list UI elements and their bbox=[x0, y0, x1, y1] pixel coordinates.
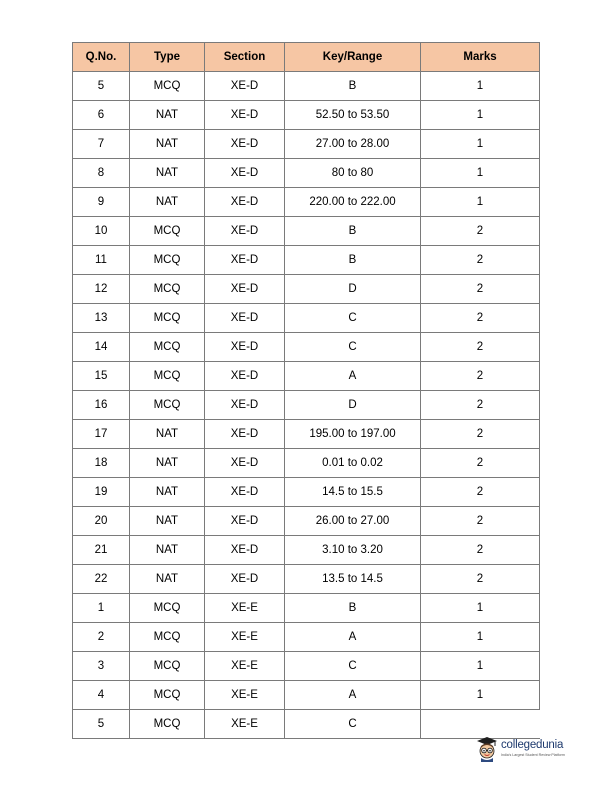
table-row bbox=[73, 275, 540, 304]
cell-type: MCQ bbox=[130, 594, 205, 623]
table-row bbox=[73, 391, 540, 420]
cell-qno: 5 bbox=[73, 72, 130, 101]
table-row bbox=[73, 101, 540, 130]
cell-key-range: 80 to 80 bbox=[285, 159, 421, 188]
cell-section: XE-D bbox=[205, 304, 285, 333]
cell-marks: 2 bbox=[421, 304, 540, 333]
cell-marks: 2 bbox=[421, 275, 540, 304]
cell-type: MCQ bbox=[130, 710, 205, 739]
header-marks: Marks bbox=[421, 43, 540, 72]
table-row bbox=[73, 536, 540, 565]
cell-qno: 13 bbox=[73, 304, 130, 333]
cell-key-range: A bbox=[285, 362, 421, 391]
logo-text bbox=[501, 740, 565, 757]
cell-marks: 2 bbox=[421, 333, 540, 362]
cell-type: MCQ bbox=[130, 217, 205, 246]
cell-key-range: 195.00 to 197.00 bbox=[285, 420, 421, 449]
header-section: Section bbox=[205, 43, 285, 72]
cell-marks: 2 bbox=[421, 565, 540, 594]
cell-key-range: 14.5 to 15.5 bbox=[285, 478, 421, 507]
cell-section: XE-D bbox=[205, 275, 285, 304]
table-row bbox=[73, 159, 540, 188]
cell-key-range: C bbox=[285, 652, 421, 681]
graduate-mascot-icon bbox=[476, 736, 498, 762]
cell-section: XE-E bbox=[205, 594, 285, 623]
table-row bbox=[73, 188, 540, 217]
table-row bbox=[73, 681, 540, 710]
cell-marks: 2 bbox=[421, 391, 540, 420]
table-row bbox=[73, 478, 540, 507]
table-row bbox=[73, 362, 540, 391]
cell-qno: 3 bbox=[73, 652, 130, 681]
header-type: Type bbox=[130, 43, 205, 72]
table-row bbox=[73, 420, 540, 449]
cell-type: NAT bbox=[130, 188, 205, 217]
table-row bbox=[73, 333, 540, 362]
cell-marks: 1 bbox=[421, 594, 540, 623]
table-row bbox=[73, 72, 540, 101]
cell-marks: 2 bbox=[421, 420, 540, 449]
cell-marks: 1 bbox=[421, 101, 540, 130]
cell-marks: 1 bbox=[421, 623, 540, 652]
cell-qno: 17 bbox=[73, 420, 130, 449]
cell-qno: 7 bbox=[73, 130, 130, 159]
table-row bbox=[73, 594, 540, 623]
cell-key-range: 13.5 to 14.5 bbox=[285, 565, 421, 594]
cell-key-range: B bbox=[285, 72, 421, 101]
cell-qno: 9 bbox=[73, 188, 130, 217]
cell-qno: 12 bbox=[73, 275, 130, 304]
cell-qno: 11 bbox=[73, 246, 130, 275]
cell-qno: 20 bbox=[73, 507, 130, 536]
cell-section: XE-E bbox=[205, 681, 285, 710]
cell-key-range: 3.10 to 3.20 bbox=[285, 536, 421, 565]
cell-section: XE-D bbox=[205, 72, 285, 101]
cell-qno: 8 bbox=[73, 159, 130, 188]
cell-type: MCQ bbox=[130, 246, 205, 275]
table-row bbox=[73, 130, 540, 159]
cell-key-range: B bbox=[285, 594, 421, 623]
cell-marks: 1 bbox=[421, 72, 540, 101]
cell-type: MCQ bbox=[130, 652, 205, 681]
cell-section: XE-D bbox=[205, 159, 285, 188]
cell-key-range: A bbox=[285, 681, 421, 710]
cell-section: XE-D bbox=[205, 507, 285, 536]
table-row bbox=[73, 304, 540, 333]
cell-section: XE-D bbox=[205, 101, 285, 130]
cell-qno: 19 bbox=[73, 478, 130, 507]
cell-key-range: C bbox=[285, 333, 421, 362]
cell-section: XE-D bbox=[205, 188, 285, 217]
cell-type: MCQ bbox=[130, 72, 205, 101]
cell-qno: 2 bbox=[73, 623, 130, 652]
cell-section: XE-D bbox=[205, 391, 285, 420]
cell-type: MCQ bbox=[130, 304, 205, 333]
cell-marks: 2 bbox=[421, 246, 540, 275]
table-row bbox=[73, 652, 540, 681]
table-header-row bbox=[73, 43, 540, 72]
cell-marks: 2 bbox=[421, 478, 540, 507]
cell-section: XE-D bbox=[205, 449, 285, 478]
cell-type: NAT bbox=[130, 159, 205, 188]
cell-marks: 2 bbox=[421, 507, 540, 536]
cell-section: XE-D bbox=[205, 362, 285, 391]
logo-tagline: India's Largest Student Review Platform bbox=[501, 752, 565, 757]
cell-section: XE-D bbox=[205, 130, 285, 159]
cell-key-range: C bbox=[285, 304, 421, 333]
cell-type: NAT bbox=[130, 536, 205, 565]
header-key-range: Key/Range bbox=[285, 43, 421, 72]
cell-type: NAT bbox=[130, 130, 205, 159]
cell-marks: 1 bbox=[421, 652, 540, 681]
cell-type: NAT bbox=[130, 507, 205, 536]
cell-qno: 15 bbox=[73, 362, 130, 391]
cell-qno: 22 bbox=[73, 565, 130, 594]
cell-type: NAT bbox=[130, 420, 205, 449]
table-row bbox=[73, 623, 540, 652]
cell-type: NAT bbox=[130, 101, 205, 130]
cell-qno: 5 bbox=[73, 710, 130, 739]
cell-key-range: 220.00 to 222.00 bbox=[285, 188, 421, 217]
cell-type: MCQ bbox=[130, 275, 205, 304]
cell-qno: 1 bbox=[73, 594, 130, 623]
cell-type: NAT bbox=[130, 565, 205, 594]
cell-type: MCQ bbox=[130, 333, 205, 362]
logo-name: collegedunia bbox=[501, 739, 564, 752]
cell-section: XE-D bbox=[205, 246, 285, 275]
cell-marks: 2 bbox=[421, 217, 540, 246]
table-row bbox=[73, 449, 540, 478]
cell-section: XE-E bbox=[205, 652, 285, 681]
cell-qno: 18 bbox=[73, 449, 130, 478]
cell-key-range: 26.00 to 27.00 bbox=[285, 507, 421, 536]
cell-marks: 2 bbox=[421, 536, 540, 565]
cell-section: XE-D bbox=[205, 478, 285, 507]
cell-type: MCQ bbox=[130, 681, 205, 710]
collegedunia-logo bbox=[476, 733, 596, 765]
cell-key-range: 27.00 to 28.00 bbox=[285, 130, 421, 159]
cell-key-range: C bbox=[285, 710, 421, 739]
table-row bbox=[73, 246, 540, 275]
cell-marks: 2 bbox=[421, 449, 540, 478]
table-body bbox=[73, 72, 540, 739]
cell-key-range: B bbox=[285, 246, 421, 275]
cell-marks: 1 bbox=[421, 130, 540, 159]
cell-section: XE-D bbox=[205, 536, 285, 565]
cell-marks: 1 bbox=[421, 159, 540, 188]
cell-key-range: A bbox=[285, 623, 421, 652]
cell-key-range: D bbox=[285, 391, 421, 420]
cell-qno: 21 bbox=[73, 536, 130, 565]
cell-type: MCQ bbox=[130, 362, 205, 391]
table-row bbox=[73, 217, 540, 246]
cell-type: NAT bbox=[130, 478, 205, 507]
cell-type: MCQ bbox=[130, 391, 205, 420]
cell-section: XE-D bbox=[205, 333, 285, 362]
header-qno: Q.No. bbox=[73, 43, 130, 72]
cell-key-range: B bbox=[285, 217, 421, 246]
cell-type: NAT bbox=[130, 449, 205, 478]
answer-key-table bbox=[72, 42, 540, 739]
cell-qno: 4 bbox=[73, 681, 130, 710]
cell-qno: 16 bbox=[73, 391, 130, 420]
table-row bbox=[73, 565, 540, 594]
cell-key-range: D bbox=[285, 275, 421, 304]
cell-section: XE-E bbox=[205, 623, 285, 652]
cell-section: XE-D bbox=[205, 565, 285, 594]
cell-type: MCQ bbox=[130, 623, 205, 652]
cell-marks: 1 bbox=[421, 188, 540, 217]
cell-qno: 10 bbox=[73, 217, 130, 246]
table-row bbox=[73, 507, 540, 536]
cell-section: XE-E bbox=[205, 710, 285, 739]
cell-section: XE-D bbox=[205, 420, 285, 449]
cell-marks: 2 bbox=[421, 362, 540, 391]
cell-key-range: 52.50 to 53.50 bbox=[285, 101, 421, 130]
cell-section: XE-D bbox=[205, 217, 285, 246]
cell-key-range: 0.01 to 0.02 bbox=[285, 449, 421, 478]
cell-qno: 14 bbox=[73, 333, 130, 362]
cell-marks: 1 bbox=[421, 681, 540, 710]
table-row bbox=[73, 710, 540, 739]
cell-qno: 6 bbox=[73, 101, 130, 130]
